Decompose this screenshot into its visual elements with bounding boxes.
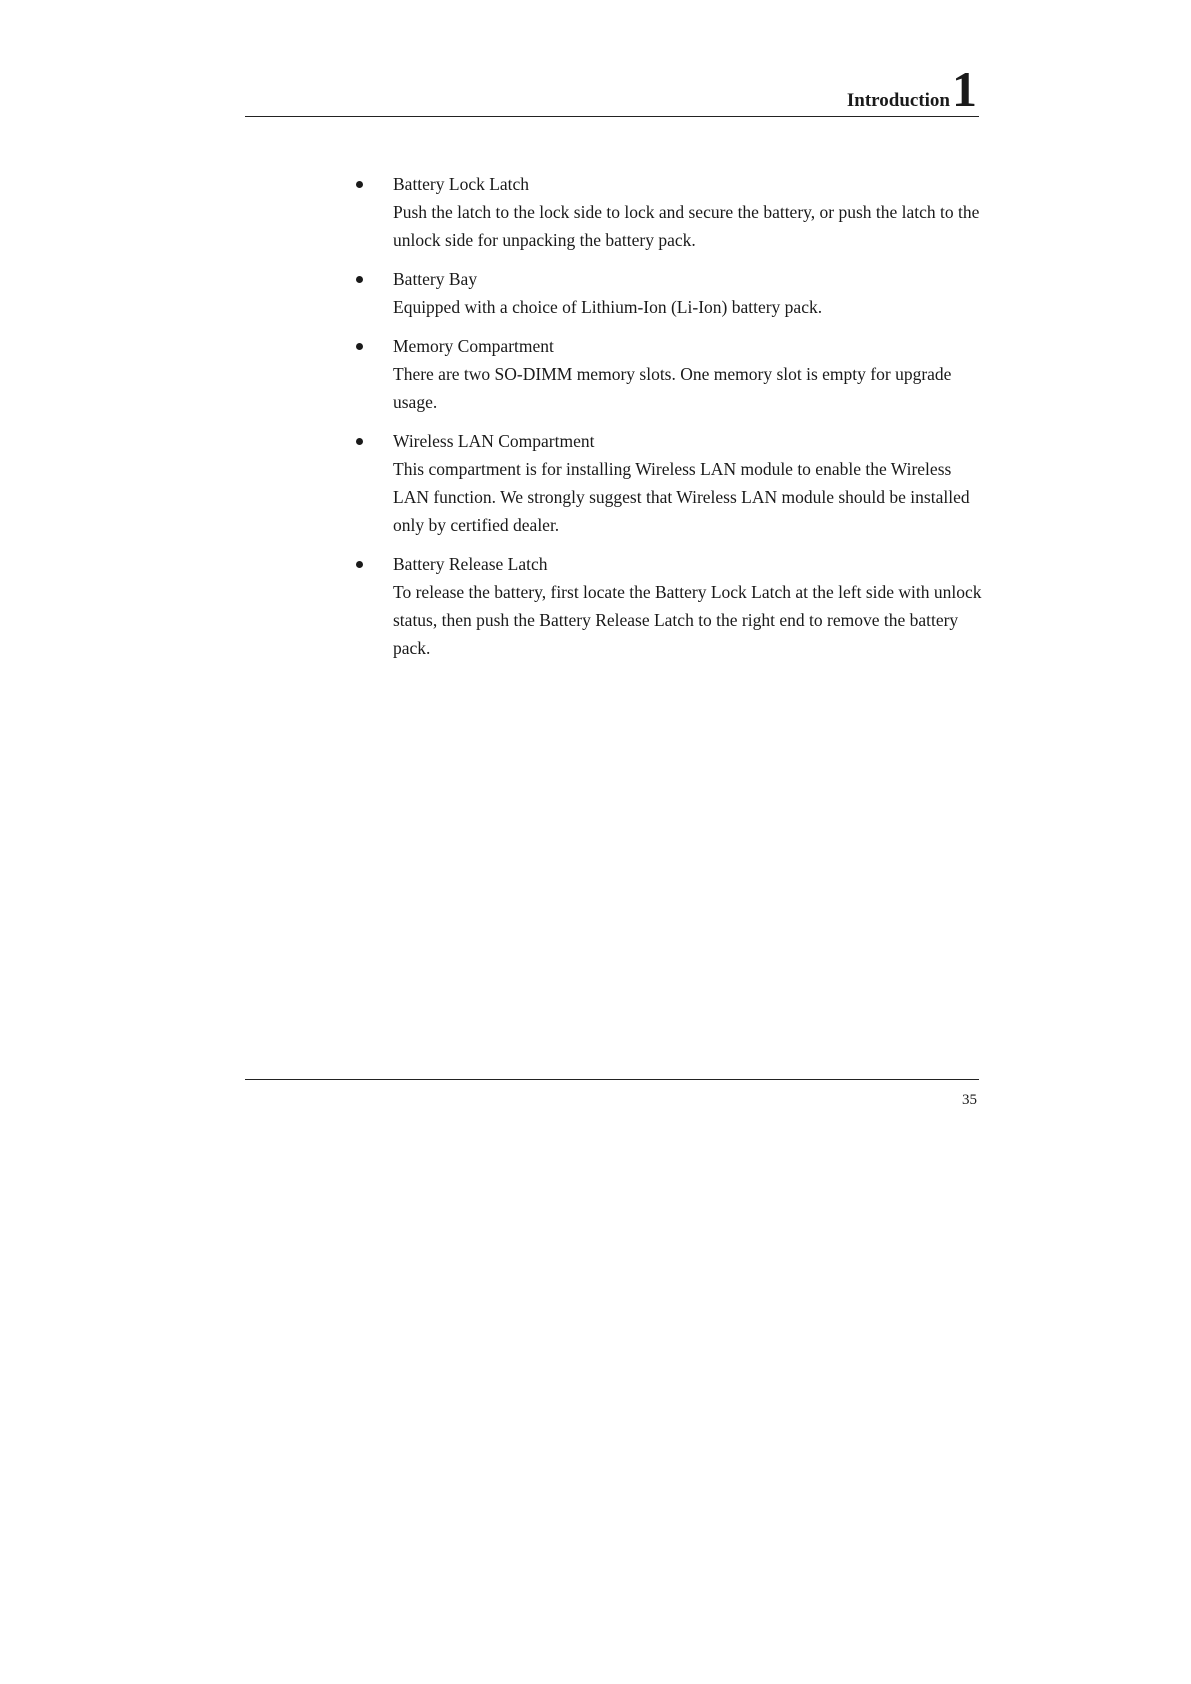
list-item [353, 427, 983, 539]
item-title: Battery Release Latch [393, 554, 548, 574]
item-title: Battery Bay [393, 269, 478, 289]
item-description: Equipped with a choice of Lithium-Ion (Li-Ion) battery pack. [393, 297, 823, 317]
list-item [353, 265, 983, 321]
chapter-number: 1 [952, 61, 977, 117]
item-description: This compartment is for installing Wireless LAN module to enable the Wireless LAN function. We strongly suggest that Wireless LAN module should be installed only by certified dealer. [393, 459, 970, 535]
bullet-icon [356, 561, 363, 568]
page-header [245, 60, 979, 117]
list-item [353, 332, 983, 416]
page-number: 35 [962, 1092, 977, 1108]
item-title: Battery Lock Latch [393, 174, 530, 194]
item-description: To release the battery, first locate the Battery Lock Latch at the left side with unlock status, then push the Battery Release Latch to the right end to remove the battery pack. [393, 582, 982, 658]
item-description: Push the latch to the lock side to lock and secure the battery, or push the latch to the unlock side for unpacking the battery pack. [393, 202, 980, 250]
bullet-icon [356, 438, 363, 445]
item-title: Wireless LAN Compartment [393, 431, 595, 451]
bullet-icon [356, 343, 363, 350]
footer-divider [245, 1079, 979, 1080]
chapter-title: Introduction [846, 90, 950, 111]
list-item [353, 170, 983, 254]
bullet-icon [356, 276, 363, 283]
chapter-heading [846, 61, 977, 117]
item-description: There are two SO-DIMM memory slots. One memory slot is empty for upgrade usage. [393, 364, 952, 412]
item-title: Memory Compartment [393, 336, 554, 356]
bullet-icon [356, 181, 363, 188]
bullet-list [353, 170, 983, 673]
list-item [353, 550, 983, 662]
